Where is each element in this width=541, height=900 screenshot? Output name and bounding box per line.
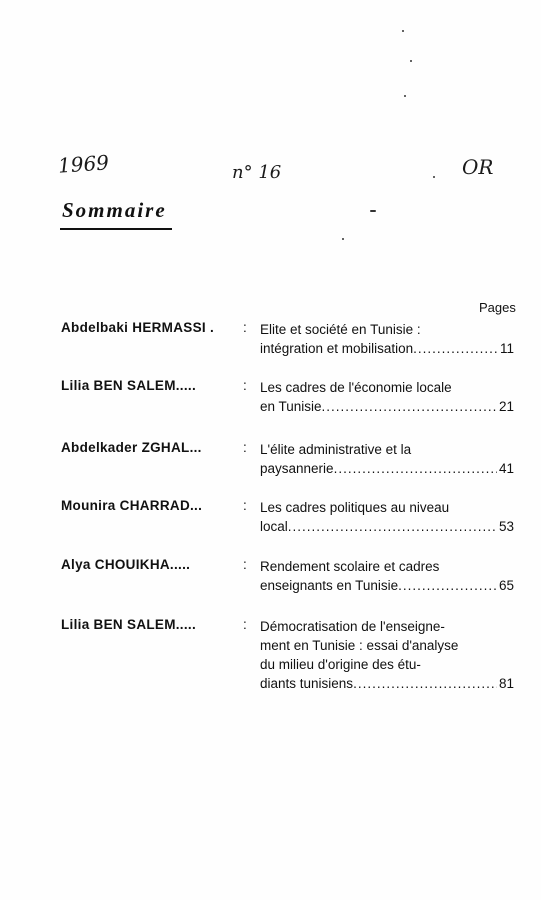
handwritten-mark: OR — [462, 155, 494, 179]
entry-author: Alya CHOUIKHA..... — [61, 557, 191, 572]
entry-separator: : — [243, 498, 247, 513]
leader-dots — [353, 674, 497, 693]
leader-dots — [288, 517, 497, 536]
scan-speck — [342, 238, 344, 240]
entry-title-last-line — [260, 339, 514, 358]
pages-column-label: Pages — [479, 300, 516, 315]
entry-title-last-line — [260, 459, 514, 478]
entry-page-number: 53 — [498, 519, 514, 534]
entry-author: Lilia BEN SALEM..... — [61, 617, 197, 632]
page-title: Sommaire — [62, 198, 167, 222]
entry-separator: : — [243, 378, 247, 393]
scan-speck — [410, 60, 412, 62]
entry-author: Lilia BEN SALEM..... — [61, 378, 197, 393]
title-underline — [60, 228, 172, 230]
scan-speck — [370, 210, 376, 212]
entry-separator: : — [243, 440, 247, 455]
entry-page-number: 41 — [498, 461, 514, 476]
entry-title-last-line — [260, 517, 514, 536]
scan-speck — [433, 176, 435, 178]
entry-title-line: Rendement scolaire et cadres — [260, 559, 440, 574]
entry-title-line: en Tunisie — [260, 399, 322, 414]
entry-title-last-line — [260, 674, 514, 693]
entry-title-line: Elite et société en Tunisie : — [260, 322, 421, 337]
entry-title — [260, 557, 514, 595]
entry-title — [260, 320, 514, 358]
entry-title — [260, 378, 514, 416]
entry-title — [260, 617, 514, 693]
entry-title-line: du milieu d'origine des étu- — [260, 657, 421, 672]
scan-speck — [402, 30, 404, 32]
handwritten-year: 1969 — [57, 150, 110, 178]
entry-title — [260, 498, 514, 536]
handwritten-issue-number: n° 16 — [232, 162, 282, 183]
entry-title-line: enseignants en Tunisie — [260, 578, 399, 593]
entry-separator: : — [243, 617, 247, 632]
entry-title-line: intégration et mobilisation — [260, 341, 414, 356]
entry-author: Abdelkader ZGHAL... — [61, 440, 202, 455]
entry-title-line: Les cadres politiques au niveau — [260, 500, 450, 515]
entry-title-line: L'élite administrative et la — [260, 442, 412, 457]
entry-separator: : — [243, 557, 247, 572]
entry-title-last-line — [260, 576, 514, 595]
entry-title-line: local — [260, 519, 288, 534]
entry-title-line: Les cadres de l'économie locale — [260, 380, 452, 395]
leader-dots — [322, 397, 497, 416]
scan-speck — [404, 95, 406, 97]
entry-title-last-line — [260, 397, 514, 416]
leader-dots — [413, 339, 498, 358]
entry-title-line: diants tunisiens — [260, 676, 354, 691]
entry-separator: : — [243, 320, 247, 335]
entry-author: Abdelbaki HERMASSI . — [61, 320, 215, 335]
entry-page-number: 21 — [498, 399, 514, 414]
entry-page-number: 11 — [499, 341, 514, 356]
entry-page-number: 65 — [498, 578, 514, 593]
leader-dots — [398, 576, 497, 595]
leader-dots — [334, 459, 497, 478]
entry-title — [260, 440, 514, 478]
entry-title-line: ment en Tunisie : essai d'analyse — [260, 638, 459, 653]
entry-page-number: 81 — [498, 676, 514, 691]
entry-author: Mounira CHARRAD... — [61, 498, 203, 513]
entry-title-line: paysannerie — [260, 461, 334, 476]
entry-title-line: Démocratisation de l'enseigne- — [260, 619, 445, 634]
